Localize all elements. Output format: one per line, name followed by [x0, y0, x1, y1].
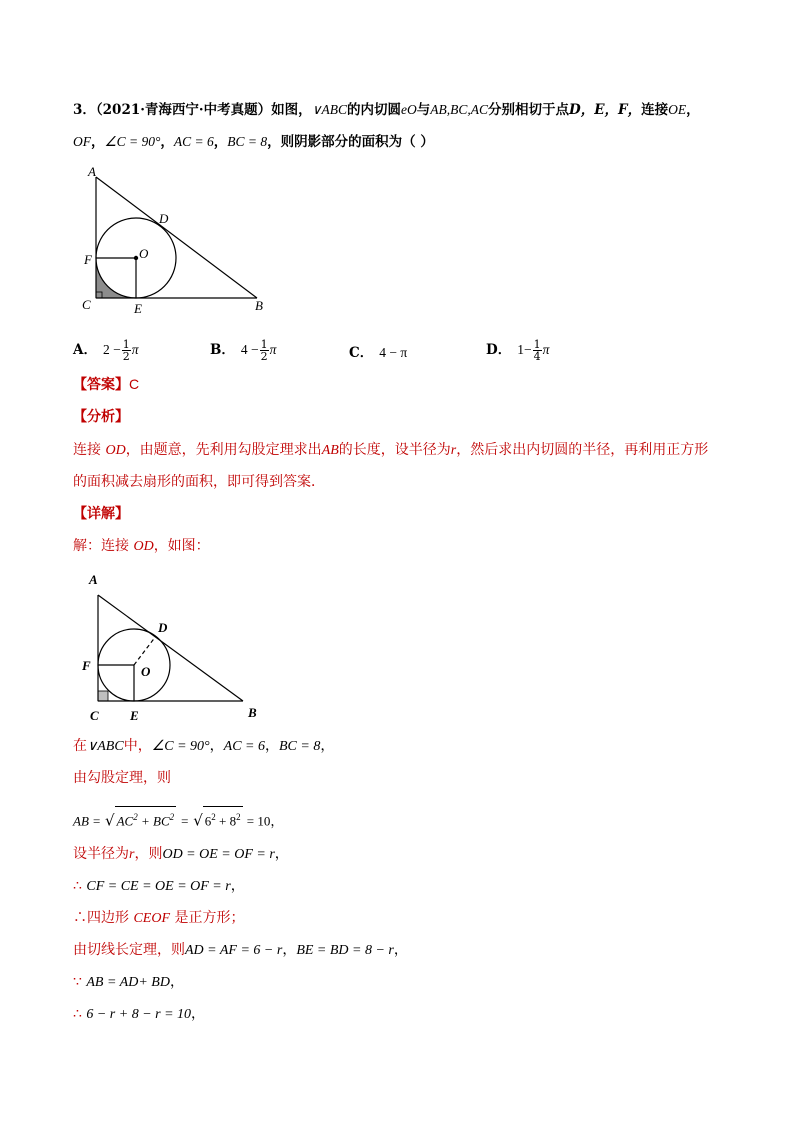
- question-text: 与: [416, 102, 431, 118]
- sqrt-body: [115, 806, 177, 831]
- question-text: 分别相切于点: [488, 102, 570, 118]
- math-triangle: ∨ABC: [311, 102, 348, 117]
- label-f: F: [82, 658, 91, 673]
- analysis-text: 的面积减去扇形的面积，即可得到答案．: [73, 474, 325, 490]
- denominator: 2: [260, 350, 268, 363]
- option-a: [73, 338, 139, 362]
- math-equation: CF = CE = OE = OF = r: [86, 879, 231, 894]
- math-result: = 10: [246, 813, 271, 829]
- question-number: 3．: [73, 102, 96, 118]
- fraction: [122, 339, 131, 362]
- question-text: ，: [213, 134, 228, 150]
- step-9: [73, 1004, 205, 1025]
- math-od: OD: [105, 443, 126, 458]
- math-term: + 8: [215, 813, 237, 829]
- detail-text: ，: [264, 738, 279, 754]
- detail-text: ，如图：: [153, 538, 210, 554]
- label-d: D: [158, 620, 168, 635]
- detail-text: 设半径为: [73, 846, 129, 862]
- detail-text: ，: [320, 738, 335, 754]
- option-value: 1−: [517, 342, 532, 357]
- analysis-text: ，由题意，先利用勾股定理求出: [125, 442, 322, 458]
- label-f: F: [84, 252, 92, 267]
- option-b: [210, 338, 276, 362]
- radius-od-dashed: [134, 636, 156, 665]
- option-letter: D．: [486, 342, 512, 358]
- label-e: E: [134, 301, 142, 316]
- step-2: [73, 768, 171, 788]
- math-ab: AB: [321, 443, 339, 458]
- label-o: O: [139, 246, 149, 261]
- question-text: 连接: [641, 102, 669, 118]
- question-text: ，则阴影部分的面积为（ ）: [267, 134, 434, 150]
- question-text: ，: [91, 134, 105, 150]
- sqrt-sign-icon: √: [193, 811, 203, 830]
- math-term: AC: [116, 813, 134, 829]
- question-line-1: [73, 100, 700, 120]
- question-text: 的内切圆: [347, 102, 402, 118]
- question-text: ，: [686, 102, 700, 118]
- analysis-label: 【分析】: [73, 409, 129, 425]
- math-oe: OE: [668, 102, 687, 117]
- detail-text: 中，: [123, 738, 152, 754]
- answer-row: [73, 374, 139, 395]
- right-angle-mark: [98, 691, 108, 701]
- exponent: 2: [236, 812, 241, 822]
- center-point: [134, 256, 138, 260]
- sqrt-sign-icon: √: [105, 811, 115, 830]
- because-symbol: ∵: [73, 974, 87, 990]
- analysis-line-1: [73, 440, 708, 461]
- question-source: （2021·青海西宁·中考真题）: [95, 102, 272, 118]
- analysis-text: ，然后求出内切圆的半径，再利用正方形: [456, 442, 709, 458]
- exponent: 2: [169, 812, 175, 822]
- step-4: [73, 844, 289, 865]
- detail-intro: [73, 536, 210, 557]
- analysis-heading: [73, 407, 129, 427]
- math-ac: AC = 6: [223, 739, 265, 754]
- step-3: [73, 806, 283, 832]
- label-c: C: [82, 297, 91, 312]
- math-equation: AD = AF = 6 − r: [185, 943, 283, 958]
- analysis-text: 连接: [73, 442, 106, 458]
- sqrt-body: [203, 806, 243, 831]
- math-of: OF: [73, 134, 91, 149]
- label-a: A: [88, 164, 96, 179]
- detail-text: 解：连接: [73, 538, 134, 554]
- option-letter: A．: [73, 342, 97, 358]
- step-7: [73, 940, 408, 961]
- math-sides: AB,BC,AC: [430, 102, 489, 117]
- detail-text: ，: [393, 942, 408, 958]
- math-equation: AB = AD+ BD: [86, 975, 170, 990]
- math-bc: BC = 8: [278, 739, 321, 754]
- detail-text: 是正方形；: [170, 910, 245, 926]
- side-ab: [98, 595, 243, 701]
- detail-text: ，则: [134, 846, 163, 862]
- option-value: 2 −: [102, 342, 121, 357]
- option-letter: C．: [349, 345, 374, 361]
- math-angle: ∠C = 90°: [151, 739, 210, 754]
- option-d: [486, 338, 549, 362]
- step-1: [73, 736, 334, 757]
- label-o: O: [141, 664, 151, 679]
- math-r: r: [129, 847, 135, 862]
- detail-text: ，: [209, 738, 224, 754]
- detail-text: 由勾股定理，则: [73, 770, 171, 786]
- option-pi: π: [131, 342, 139, 357]
- question-line-2: [73, 132, 434, 152]
- fraction: [260, 339, 269, 362]
- option-letter: B．: [210, 342, 235, 358]
- analysis-line-2: [73, 472, 325, 492]
- detail-heading: [73, 504, 129, 524]
- detail-text: ，: [169, 974, 184, 990]
- exponent: 2: [211, 812, 216, 822]
- answer-label: 【答案】: [73, 377, 129, 393]
- side-ab: [96, 177, 257, 298]
- math-term: 6: [204, 813, 212, 829]
- question-text: ，: [160, 134, 174, 150]
- denominator: 4: [533, 350, 541, 363]
- step-6: [73, 908, 244, 929]
- label-d: D: [159, 211, 169, 226]
- math-equation: 6 − r + 8 − r = 10: [86, 1007, 192, 1022]
- numerator: 1: [260, 338, 268, 351]
- denominator: 2: [122, 350, 130, 363]
- step-8: [73, 972, 184, 993]
- numerator: 1: [533, 338, 541, 351]
- math-ac: AC = 6: [173, 134, 214, 149]
- answer-value: C: [129, 376, 140, 392]
- math-equals: =: [180, 813, 190, 829]
- math-equation: BE = BD = 8 − r: [296, 943, 394, 958]
- step-5: [73, 876, 245, 897]
- option-pi: π: [269, 342, 277, 357]
- triangle-figure-2: [78, 568, 278, 728]
- label-b: B: [255, 298, 263, 313]
- math-points: D，E，F，: [569, 102, 642, 118]
- math-term: + BC: [137, 813, 170, 829]
- math-circle: eO: [401, 102, 417, 117]
- math-ab-eq: AB =: [73, 813, 101, 829]
- detail-text: ，: [191, 1006, 206, 1022]
- detail-text: ，: [270, 814, 284, 830]
- question-text: 如图，: [271, 102, 312, 118]
- math-angle: ∠C = 90°: [104, 134, 161, 149]
- triangle-figure-1: [76, 160, 276, 320]
- math-od: OD: [133, 539, 154, 554]
- analysis-text: 的长度，设半径为: [338, 442, 451, 458]
- therefore-symbol: ∴: [73, 1006, 87, 1022]
- math-triangle: ∨ABC: [87, 739, 124, 754]
- math-quad: CEOF: [133, 911, 171, 926]
- therefore-symbol: ∴: [73, 878, 87, 894]
- label-e: E: [130, 708, 139, 723]
- detail-text: ，: [282, 942, 297, 958]
- detail-text: ，: [230, 878, 245, 894]
- math-equation: OD = OE = OF = r: [162, 847, 275, 862]
- math-r: r: [450, 443, 457, 458]
- option-c: [349, 341, 407, 361]
- label-a: A: [89, 572, 98, 587]
- detail-text: 由切线长定理，则: [73, 942, 185, 958]
- label-b: B: [248, 705, 257, 720]
- detail-label: 【详解】: [73, 506, 129, 522]
- label-c: C: [90, 708, 99, 723]
- math-bc: BC = 8: [227, 134, 268, 149]
- detail-text: ，: [274, 846, 289, 862]
- detail-text: ∴四边形: [73, 910, 134, 926]
- fraction: [533, 339, 542, 362]
- option-value: 4 −: [240, 342, 259, 357]
- numerator: 1: [122, 338, 130, 351]
- detail-text: 在: [73, 738, 87, 754]
- exponent: 2: [133, 812, 138, 822]
- option-pi: π: [542, 342, 550, 357]
- option-value: 4 − π: [379, 345, 408, 360]
